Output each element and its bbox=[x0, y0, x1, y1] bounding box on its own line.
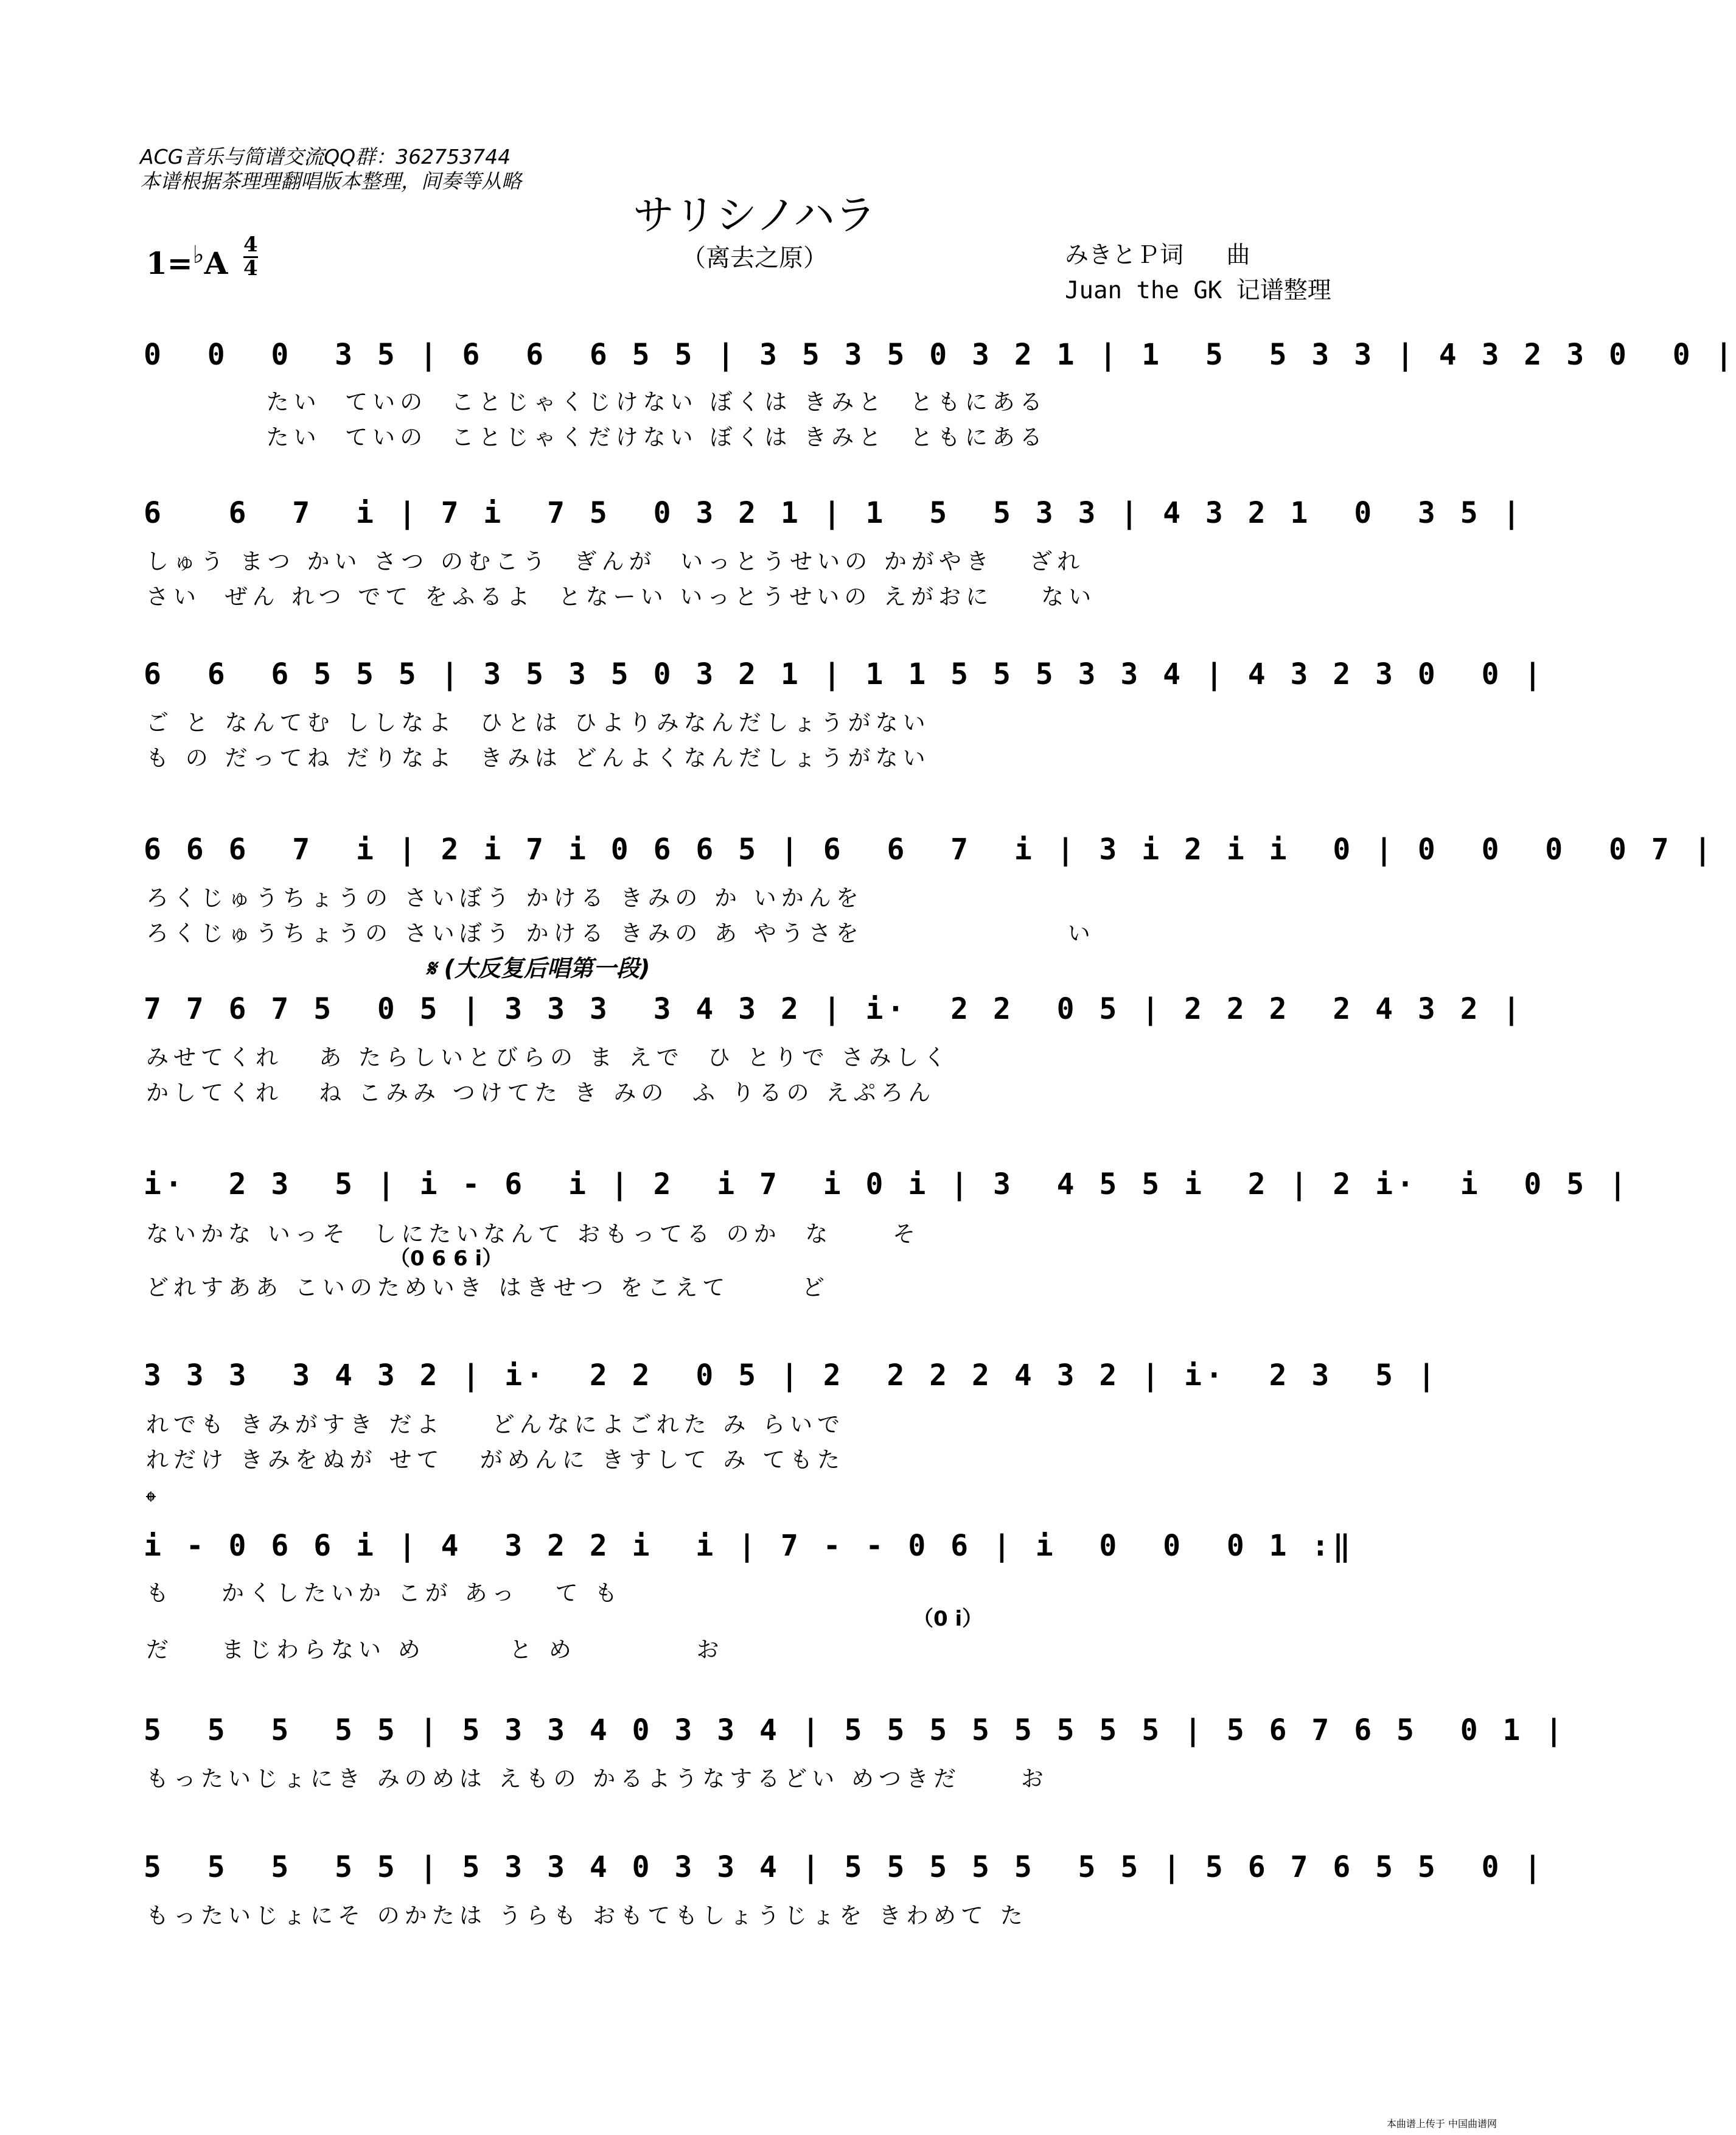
dal-segno-annotation: 𝄋 (大反复后唱第一段) bbox=[426, 955, 650, 982]
lyrics-row-8-verse-2: だ まじわらない め と め お bbox=[146, 1637, 724, 1663]
lyrics-row-9: もったいじょにき みのめは えもの かるようなするどい めつきだ お bbox=[146, 1766, 1048, 1792]
lyrics-row-7-verse-2: れだけ きみをぬが せて がめんに きすして み てもた bbox=[146, 1447, 845, 1473]
notation-row-2: 6 6 7 i | 7 i 7 5 0 3 2 1 | 1 5 5 3 3 | 4 3 2 1 0 3 5 | bbox=[144, 496, 1524, 530]
notation-row-7: 3 3 3 3 4 3 2 | i· 2 2 0 5 | 2 2 2 2 4 3 2 | i· 2 3 5 | bbox=[144, 1358, 1439, 1392]
key-note: A bbox=[204, 245, 228, 281]
lyrics-row-10: もったいじょにそ のかたは うらも おもてもしょうじょを きわめて た bbox=[146, 1903, 1028, 1929]
lyrics-row-2-verse-1: しゅう まつ かい さつ のむこう ぎんが いっとうせいの かがやき ざれ bbox=[146, 548, 1085, 575]
song-title: サリシノハラ bbox=[633, 192, 876, 240]
lyrics-row-1-verse-2: たい ていの ことじゃくだけない ぼくは きみと ともにある bbox=[146, 424, 1047, 450]
credit-arranger: Juan the GK 记谱整理 bbox=[1065, 277, 1331, 304]
lyrics-row-3-verse-2: も の だってね だりなよ きみは どんよくなんだしょうがない bbox=[146, 745, 930, 771]
notation-row-9: 5 5 5 5 5 | 5 3 3 4 0 3 3 4 | 5 5 5 5 5 5 5 5 | 5 6 7 6 5 0 1 | bbox=[144, 1713, 1567, 1747]
lyrics-row-7-verse-1: れでも きみがすき だよ どんなによごれた み らいで bbox=[146, 1411, 845, 1438]
notation-row-3: 6 6 6 5 5 5 | 3 5 3 5 0 3 2 1 | 1 1 5 5 5 3 3 4 | 4 3 2 3 0 0 | bbox=[144, 657, 1546, 691]
flat-sign-icon: ♭ bbox=[192, 240, 204, 269]
time-signature-top: 4 bbox=[243, 232, 258, 257]
time-signature bbox=[243, 234, 258, 279]
lyrics-row-4-verse-1: ろくじゅうちょうの さいぼう かける きみの か いかんを bbox=[146, 885, 863, 911]
lyrics-row-6-verse-1: ないかな いっそ しにたいなんて おもってる のか な そ bbox=[146, 1221, 921, 1247]
lyrics-row-6-verse-2: どれすああ こいのためいき はきせつ をこえて ど bbox=[146, 1274, 829, 1301]
notation-row-10: 5 5 5 5 5 | 5 3 3 4 0 3 3 4 | 5 5 5 5 5 5 5 | 5 6 7 6 5 5 0 | bbox=[144, 1850, 1546, 1884]
lyrics-row-3-verse-1: ご と なんてむ ししなよ ひとは ひよりみなんだしょうがない bbox=[146, 710, 930, 736]
key-signature bbox=[146, 232, 258, 281]
lyrics-row-8-verse-1: も かくしたいか こが あっ て も bbox=[146, 1580, 622, 1606]
notation-row-8: i - 0 6 6 i | 4 3 2 2 i i | 7 - - 0 6 | i 0 0 0 1 :‖ bbox=[144, 1529, 1354, 1563]
notation-row-4: 6 6 6 7 i | 2 i 7 i 0 6 6 5 | 6 6 7 i | 3 i 2 i i 0 | 0 0 0 0 7 | bbox=[144, 833, 1715, 867]
notation-row-1: 0 0 0 3 5 | 6 6 6 5 5 | 3 5 3 5 0 3 2 1 | 1 5 5 3 3 | 4 3 2 3 0 0 | bbox=[144, 338, 1736, 372]
notation-row-6: i· 2 3 5 | i - 6 i | 2 i 7 i 0 i | 3 4 5 5 i 2 | 2 i· i 0 5 | bbox=[144, 1167, 1630, 1201]
credit-lyricist-composer: みきとＰ词 曲 bbox=[1065, 242, 1250, 269]
notation-row-5: 7 7 6 7 5 0 5 | 3 3 3 3 4 3 2 | i· 2 2 0 5 | 2 2 2 2 4 3 2 | bbox=[144, 992, 1524, 1026]
song-subtitle: （离去之原） bbox=[682, 244, 828, 272]
key-prefix: 1= bbox=[146, 245, 193, 281]
coda-sign-icon: 𝄌 bbox=[146, 1485, 156, 1518]
lyrics-row-5-verse-2: かしてくれ ね こみみ つけてた き みの ふ りるの えぷろん bbox=[146, 1080, 936, 1106]
alternate-notes-bracket-2: （0 i） bbox=[913, 1607, 983, 1631]
lyrics-row-2-verse-2: さい ぜん れつ でて をふるよ となーい いっとうせいの えがおに ない bbox=[146, 584, 1096, 610]
time-signature-bottom: 4 bbox=[243, 256, 258, 281]
alternate-notes-bracket: （0 6 6 i） bbox=[389, 1246, 503, 1271]
lyrics-row-1-verse-1: たい ていの ことじゃくじけない ぼくは きみと ともにある bbox=[146, 389, 1047, 415]
footer-watermark: 本曲谱上传于 中国曲谱网 bbox=[1386, 2118, 1497, 2130]
lyrics-row-4-verse-2: ろくじゅうちょうの さいぼう かける きみの あ やうさを い bbox=[146, 920, 1095, 946]
lyrics-row-5-verse-1: みせてくれ あ たらしいとびらの ま えで ひ とりで さみしく bbox=[146, 1044, 951, 1071]
header-note-qq: ACG音乐与简谱交流QQ群：362753744 bbox=[140, 145, 511, 169]
header-note-source: 本谱根据茶理理翻唱版本整理，间奏等从略 bbox=[140, 169, 521, 193]
